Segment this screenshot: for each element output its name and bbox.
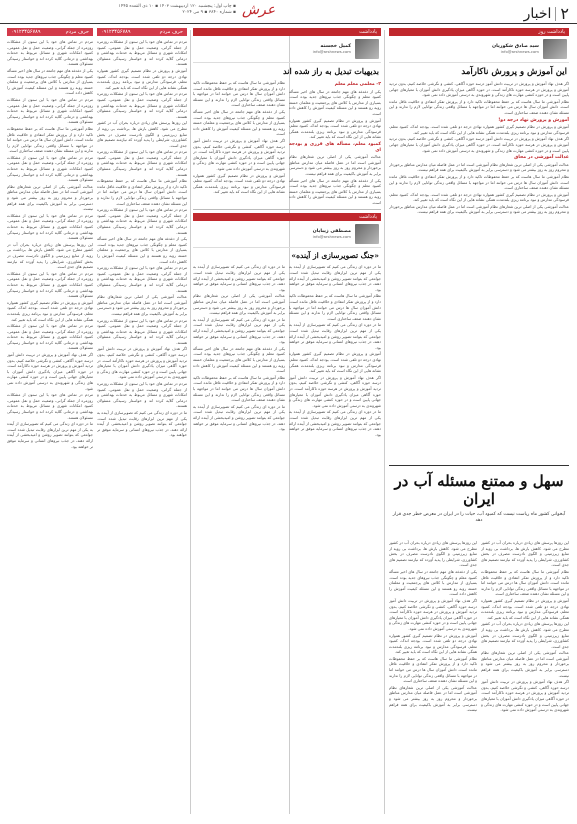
paragraph: نظام آموزشی ما سال هاست که بر حفظ محفوظات تاکید دارد و از پرورش تفکر انتقادی و خلاقیت غافل مانده است. دانش آموزان سال ها درس می خوانند اما در مواجهه با مسائل واقعی زندگی توانایی لازم را ندارند و این مسئله نشان دهنده ضعف ساختاری است. <box>193 374 285 403</box>
feature-headline: سهل و ممتنع مسئله آب در ایران <box>394 472 564 508</box>
paragraph: ما در دوره ای زندگی می کنیم که تصویرسازی از آینده به یکی از مهم ترین ابزارهای رقابت تبدیل شده است. جوامعی که بتوانند تصویر روشن و امیدبخشی از آینده ارائه دهند، در جذب نیروهای انسانی و سرمایه موفق تر خواهند بود. <box>97 410 187 438</box>
feature-headline-box <box>389 465 569 537</box>
article-headline: «جنگ تصویرسازی از آینده» <box>291 251 379 261</box>
paragraph: مردم در تماس های خود با این ستون از مشکلات روزمره از جمله گرانی، وضعیت حمل و نقل عمومی، کمبود امکانات شهری و مسائل مربوط به خدمات بهداشتی و درمانی گلایه کرده اند و خواستار رسیدگی مسئولان هستند. <box>97 39 187 67</box>
paragraph: نظام آموزشی ما سال هاست که بر حفظ محفوظات تاکید دارد و از پرورش تفکر انتقادی و خلاقیت غافل مانده است. دانش آموزان سال ها درس می خوانند اما در مواجهه با مسائل واقعی زندگی توانایی لازم را ندارند و این مسئله نشان دهنده ضعف ساختاری است. <box>389 655 477 684</box>
page-number: ۲ <box>560 4 569 23</box>
section-divider <box>193 209 381 210</box>
issue-line-1: ▪ چاپ اول: پنجشنبه ۱۲۰ اردیبهشت ۱۴۰۳ ▪ ۱۰ ذی القعده ۱۴۴۵ <box>118 4 236 9</box>
article-body <box>289 80 381 206</box>
author-box <box>193 36 381 63</box>
author-avatar <box>543 39 567 59</box>
feature-column-b <box>389 540 477 814</box>
author-name: کمیل خجسته <box>320 44 351 49</box>
article-body <box>193 80 285 206</box>
author-avatar <box>355 224 379 244</box>
paragraph: نظام آموزشی ما سال هاست که بر حفظ محفوظات تاکید دارد و از پرورش تفکر انتقادی و خلاقیت غافل مانده است. دانش آموزان سال ها درس می خوانند اما در مواجهه با مسائل واقعی زندگی توانایی لازم را ندارند و این مسئله نشان دهنده ضعف ساختاری است. <box>389 173 569 191</box>
paragraph: عدالت آموزشی یکی از اصلی ترین شعارهای نظام آموزشی است اما در عمل فاصله میان مدارس مناطق برخوردار و محروم روز به روز بیشتر می شود و دسترسی برابر به آموزش باکیفیت برای همه فراهم نیست. <box>97 294 187 316</box>
paragraph: ما در دوره ای زندگی می کنیم که تصویرسازی از آینده به یکی از مهم ترین ابزارهای رقابت تبدیل شده است. جوامعی که بتوانند تصویر روشن و امیدبخشی از آینده ارائه دهند، در جذب نیروهای انسانی و سرمایه موفق تر خواهند بود. <box>289 322 381 350</box>
paragraph: اگر هدف نهاد آموزش و پرورش در تربیت دانش آموز درسه حوزه آگاهی، کنشی و نگرشی خلاصه کنیم، بدون تردید آموزش و پرورش در هرسه حوزه ناکارآمد است. در حوزه آگاهی میزان یادگیری دانش آموزان با معیارهای جهانی پایین است و در حوزه کنشی مهارت های زندگی و شهروندی به درستی آموزش داده نمی شود. <box>481 679 569 713</box>
article-subhead: کمبود معلم، مسأله های فرزی و بودجه ای <box>289 141 381 153</box>
section-name: اخبار <box>523 5 552 22</box>
article-headline: بدیهیات تبدیل به راز شده اند <box>283 66 379 76</box>
paragraph: نظام آموزشی ما سال هاست که بر حفظ محفوظات تاکید دارد و از پرورش تفکر انتقادی و خلاقیت غافل مانده است. دانش آموزان سال ها درس می خوانند اما در مواجهه با مسائل واقعی زندگی توانایی لازم را ندارند و این مسئله نشان دهنده ضعف ساختاری است. <box>289 293 381 321</box>
paragraph: آموزش و پرورش در نظام تصمیم گیری کشور همواره نهادی درجه دو تلقی شده است. بودجه اندک، کمبود معلم، فرسودگی مدارس و نبود برنامه ریزی بلندمدت همگی نشانه هایی از این نگاه است که باید تغییر کند. <box>389 632 477 655</box>
paragraph: یکی از دغدغه های مهم جامعه در سال های اخیر مسأله کمبود معلم و چگونگی جذب نیروهای جدید بوده است. بسیاری از مدارس با کلاس های پرجمعیت و معلمان خسته روبه رو هستند و این مسئله کیفیت آموزش را کاهش داده است. <box>97 236 187 264</box>
author-email: info@arshnews.com <box>312 49 351 54</box>
masthead <box>0 0 577 24</box>
paragraph: آموزش و پرورش در نظام تصمیم گیری کشور همواره نهادی درجه دو تلقی شده است. بودجه اندک، کمبود معلم، فرسودگی مدارس و نبود برنامه ریزی بلندمدت همگی نشانه هایی از این نگاه است که باید تغییر کند. <box>193 172 285 195</box>
paragraph: ما در دوره ای زندگی می کنیم که تصویرسازی از آینده به یکی از مهم ترین ابزارهای رقابت تبدیل شده است. جوامعی که بتوانند تصویر روشن و امیدبخشی از آینده ارائه دهند، در جذب نیروهای انسانی و سرمایه موفق تر خواهند بود. <box>193 403 285 432</box>
author-avatar <box>355 39 379 59</box>
paragraph: مردم در تماس های خود با این ستون از مشکلات روزمره از جمله گرانی، وضعیت حمل و نقل عمومی، کمبود امکانات شهری و مسائل مربوط به خدمات بهداشتی و درمانی گلایه کرده اند و خواستار رسیدگی مسئولان هستند. <box>7 323 93 351</box>
column-left <box>7 28 93 814</box>
paragraph: آموزش و پرورش در نظام تصمیم گیری کشور همواره نهادی درجه دو تلقی شده است. بودجه اندک، کمبود معلم، فرسودگی مدارس و نبود برنامه ریزی بلندمدت همگی نشانه هایی از این نگاه است که باید تغییر کند. <box>97 67 187 90</box>
paragraph: مردم در تماس های خود با این ستون از مشکلات روزمره از جمله گرانی، وضعیت حمل و نقل عمومی، کمبود امکانات شهری و مسائل مربوط به خدمات بهداشتی و درمانی گلایه کرده اند و خواستار رسیدگی مسئولان هستند. <box>97 381 187 409</box>
section-title <box>524 4 569 23</box>
paragraph: مردم در تماس های خود با این ستون از مشکلات روزمره از جمله گرانی، وضعیت حمل و نقل عمومی، کمبود امکانات شهری و مسائل مربوط به خدمات بهداشتی و درمانی گلایه کرده اند و خواستار رسیدگی مسئولان هستند. <box>7 270 93 299</box>
author-box <box>389 36 569 63</box>
paragraph: نظام آموزشی ما سال هاست که بر حفظ محفوظات تاکید دارد و از پرورش تفکر انتقادی و خلاقیت غافل مانده است. دانش آموزان سال ها درس می خوانند اما در مواجهه با مسائل واقعی زندگی توانایی لازم را ندارند و این مسئله نشان دهنده ضعف ساختاری است. <box>193 80 285 108</box>
article-body <box>7 39 93 449</box>
paragraph: یکی از دغدغه های مهم جامعه در سال های اخیر مسأله کمبود معلم و چگونگی جذب نیروهای جدید بوده است. بسیاری از مدارس با کلاس های پرجمعیت و معلمان خسته روبه رو هستند و این مسئله کیفیت آموزش را کاهش داده است. <box>7 67 93 96</box>
paragraph: آموزش و پرورش در نظام تصمیم گیری کشور همواره نهادی درجه دو تلقی شده است. بودجه اندک، کمبود معلم، فرسودگی مدارس و نبود برنامه ریزی بلندمدت همگی نشانه هایی از این نگاه است که باید تغییر کند. <box>389 191 569 203</box>
paragraph: آموزش و پرورش در نظام تصمیم گیری کشور همواره نهادی درجه دو تلقی شده است. بودجه اندک، کمبود معلم، فرسودگی مدارس و نبود برنامه ریزی بلندمدت همگی نشانه هایی از این نگاه است که باید تغییر کند. <box>289 351 381 374</box>
paragraph: ما در دوره ای زندگی می کنیم که تصویرسازی از آینده به یکی از مهم ترین ابزارهای رقابت تبدیل شده است. جوامعی که بتوانند تصویر روشن و امیدبخشی از آینده ارائه دهند، در جذب نیروهای انسانی و سرمایه موفق تر خواهند بود. <box>289 264 381 292</box>
column-header-label: یادداشت روز <box>538 29 565 35</box>
column-divider <box>190 30 191 814</box>
paragraph: نظام آموزشی ما سال هاست که بر حفظ محفوظات تاکید دارد و از پرورش تفکر انتقادی و خلاقیت غافل مانده است. دانش آموزان سال ها درس می خوانند اما در مواجهه با مسائل واقعی زندگی توانایی لازم را ندارند و این مسئله نشان دهنده ضعف ساختاری است. <box>481 568 569 597</box>
article-body <box>389 540 477 713</box>
paragraph: آموزش و پرورش در نظام تصمیم گیری کشور همواره نهادی درجه دو تلقی شده است. بودجه اندک، کمبود معلم، فرسودگی مدارس و نبود برنامه ریزی بلندمدت همگی نشانه هایی از این نگاه است که باید تغییر کند. <box>481 597 569 620</box>
article-body <box>289 264 381 438</box>
newspaper-logo: عرش <box>242 2 276 18</box>
paragraph: آموزش و پرورش در نظام تصمیم گیری کشور همواره نهادی درجه دو تلقی شده است. بودجه اندک، کمبود معلم، فرسودگی مدارس و نبود برنامه ریزی بلندمدت همگی نشانه هایی از این نگاه است که باید تغییر کند. <box>289 117 381 140</box>
paragraph: ما در دوره ای زندگی می کنیم که تصویرسازی از آینده به یکی از مهم ترین ابزارهای رقابت تبدیل شده است. جوامعی که بتوانند تصویر روشن و امیدبخشی از آینده ارائه دهند، در جذب نیروهای انسانی و سرمایه موفق تر خواهند بود. <box>289 409 381 437</box>
column-header-label: حرف مردم <box>65 29 89 35</box>
column-header <box>7 28 93 36</box>
paragraph: آموزش و پرورش در نظام تصمیم گیری کشور همواره نهادی درجه دو تلقی شده است. بودجه اندک، کمبود معلم، فرسودگی مدارس و نبود برنامه ریزی بلندمدت همگی نشانه هایی از این نگاه است که باید تغییر کند. <box>389 124 569 135</box>
paragraph: اگر هدف نهاد آموزش و پرورش در تربیت دانش آموز درسه حوزه آگاهی، کنشی و نگرشی خلاصه کنیم، بدون تردید آموزش و پرورش در هرسه حوزه ناکارآمد است. در حوزه آگاهی میزان یادگیری دانش آموزان با معیارهای جهانی پایین است و در حوزه کنشی مهارت های زندگی و شهروندی به درستی آموزش داده نمی شود. <box>389 136 569 153</box>
paragraph: یکی از دغدغه های مهم جامعه در سال های اخیر مسأله کمبود معلم و چگونگی جذب نیروهای جدید بوده است. بسیاری از مدارس با کلاس های پرجمعیت و معلمان خسته روبه رو هستند و این مسئله کیفیت آموزش را کاهش داده است. <box>193 345 285 374</box>
paragraph: این روزها پرسش های زیادی درباره بحران آب در کشور مطرح می شود. کاهش بارش ها، برداشت بی رویه از منابع زیرزمینی و الگوی نادرست مصرف در بخش کشاورزی، شرایطی را پدید آورده که نیازمند تصمیم های جدی است. <box>481 621 569 649</box>
paragraph: عدالت آموزشی یکی از اصلی ترین شعارهای نظام آموزشی است اما در عمل فاصله میان مدارس مناطق برخوردار و محروم روز به روز بیشتر می شود و دسترسی برابر به آموزش باکیفیت برای همه فراهم نیست. <box>481 650 569 678</box>
column-divider <box>384 30 385 814</box>
column-header-code: ۰۹۱۲۳۴۵۶۷۸۹ <box>11 29 41 35</box>
paragraph: ما در دوره ای زندگی می کنیم که تصویرسازی از آینده به یکی از مهم ترین ابزارهای رقابت تبدیل شده است. جوامعی که بتوانند تصویر روشن و امیدبخشی از آینده ارائه دهند، در جذب نیروهای انسانی و سرمایه موفق تر خواهند بود. <box>7 421 93 449</box>
column-mid-right <box>193 28 381 814</box>
paragraph: اگر هدف نهاد آموزش و پرورش در تربیت دانش آموز درسه حوزه آگاهی، کنشی و نگرشی خلاصه کنیم، بدون تردید آموزش و پرورش در هرسه حوزه ناکارآمد است. در حوزه آگاهی میزان یادگیری دانش آموزان با معیارهای جهانی پایین است و در حوزه کنشی مهارت های زندگی و شهروندی به درستی آموزش داده نمی شود. <box>389 81 569 98</box>
article-columns <box>193 80 381 206</box>
author-box <box>193 221 381 248</box>
issue-line-2: ▪ شماره ۳۸۴۰ ▪ ۹ می ۲۰۲۴ <box>182 9 236 15</box>
author-name: مصطفی زیبایان <box>312 229 351 235</box>
paragraph: نظام آموزشی ما سال هاست که بر حفظ محفوظات تاکید دارد و از پرورش تفکر انتقادی و خلاقیت غافل مانده است. دانش آموزان سال ها درس می خوانند اما در مواجهه با مسائل واقعی زندگی توانایی لازم را ندارند و این مسئله نشان دهنده ضعف ساختاری است. <box>7 125 93 154</box>
column-mid-left <box>97 28 187 814</box>
issue-info <box>8 4 236 15</box>
column-header-label: یادداشت <box>359 214 377 221</box>
paragraph: یکی از دغدغه های مهم جامعه در سال های اخیر مسأله کمبود معلم و چگونگی جذب نیروهای جدید بوده است. بسیاری از مدارس با کلاس های پرجمعیت و معلمان خسته روبه رو هستند و این مسئله کیفیت آموزش را کاهش داده است. <box>193 108 285 137</box>
title-divider <box>555 7 556 21</box>
paragraph: اگر هدف نهاد آموزش و پرورش در تربیت دانش آموز درسه حوزه آگاهی، کنشی و نگرشی خلاصه کنیم، بدون تردید آموزش و پرورش در هرسه حوزه ناکارآمد است. در حوزه آگاهی میزان یادگیری دانش آموزان با معیارهای جهانی پایین است و در حوزه کنشی مهارت های زندگی و شهروندی به درستی آموزش داده نمی شود. <box>389 597 477 631</box>
paragraph: آموزش و پرورش در نظام تصمیم گیری کشور همواره نهادی درجه دو تلقی شده است. بودجه اندک، کمبود معلم، فرسودگی مدارس و نبود برنامه ریزی بلندمدت همگی نشانه هایی از این نگاه است که باید تغییر کند. <box>7 299 93 322</box>
author-email: info@arshnews.com <box>312 234 351 240</box>
article-subhead: ۲- معلمی معلم معلم <box>334 82 381 87</box>
feature-subheadline: آبخوانی کشور ماه ریاست نیست که کمبود آب، حیات را در ایران در معرض خطر جدی قرار دهد <box>392 512 566 523</box>
column-header <box>193 213 381 221</box>
article-columns <box>193 264 381 438</box>
paragraph: نظام آموزشی ما سال هاست که بر حفظ محفوظات تاکید دارد و از پرورش تفکر انتقادی و خلاقیت غافل مانده است. دانش آموزان سال ها درس می خوانند اما در مواجهه با مسائل واقعی زندگی توانایی لازم را ندارند و این مسئله نشان دهنده ضعف ساختاری است. <box>389 98 569 115</box>
paragraph: ما در دوره ای زندگی می کنیم که تصویرسازی از آینده به یکی از مهم ترین ابزارهای رقابت تبدیل شده است. جوامعی که بتوانند تصویر روشن و امیدبخشی از آینده ارائه دهند، در جذب نیروهای انسانی و سرمایه موفق تر خواهند بود. <box>193 316 285 345</box>
paragraph: این روزها پرسش های زیادی درباره بحران آب در کشور مطرح می شود. کاهش بارش ها، برداشت بی رویه از منابع زیرزمینی و الگوی نادرست مصرف در بخش کشاورزی، شرایطی را پدید آورده که نیازمند تصمیم های جدی است. <box>7 241 93 270</box>
paragraph: اگر هدف نهاد آموزش و پرورش در تربیت دانش آموز درسه حوزه آگاهی، کنشی و نگرشی خلاصه کنیم، بدون تردید آموزش و پرورش در هرسه حوزه ناکارآمد است. در حوزه آگاهی میزان یادگیری دانش آموزان با معیارهای جهانی پایین است و در حوزه کنشی مهارت های زندگی و شهروندی به درستی آموزش داده نمی شود. <box>7 352 93 391</box>
column-header <box>97 28 187 36</box>
article-subhead: آموزش و پرورش نهاد درجه دو! <box>498 117 569 123</box>
paragraph: مردم در تماس های خود با این ستون از مشکلات روزمره از جمله گرانی، وضعیت حمل و نقل عمومی، کمبود امکانات شهری و مسائل مربوط به خدمات بهداشتی و درمانی گلایه کرده اند و خواستار رسیدگی مسئولان هستند. <box>97 317 187 345</box>
paragraph: نظام آموزشی ما سال هاست که بر حفظ محفوظات تاکید دارد و از پرورش تفکر انتقادی و خلاقیت غافل مانده است. دانش آموزان سال ها درس می خوانند اما در مواجهه با مسائل واقعی زندگی توانایی لازم را ندارند و این مسئله نشان دهنده ضعف ساختاری است. <box>97 178 187 206</box>
paragraph: مردم در تماس های خود با این ستون از مشکلات روزمره از جمله گرانی، وضعیت حمل و نقل عمومی، کمبود امکانات شهری و مسائل مربوط به خدمات بهداشتی و درمانی گلایه کرده اند و خواستار رسیدگی مسئولان هستند. <box>97 207 187 235</box>
paragraph: عدالت آموزشی یکی از اصلی ترین شعارهای نظام آموزشی است اما در عمل فاصله میان مدارس مناطق برخوردار و محروم روز به روز بیشتر می شود و دسترسی برابر به آموزش باکیفیت برای همه فراهم نیست. <box>289 154 381 176</box>
paragraph: مردم در تماس های خود با این ستون از مشکلات روزمره از جمله گرانی، وضعیت حمل و نقل عمومی، کمبود امکانات شهری و مسائل مربوط به خدمات بهداشتی و درمانی گلایه کرده اند و خواستار رسیدگی مسئولان هستند. <box>7 154 93 183</box>
paragraph: این روزها پرسش های زیادی درباره بحران آب در کشور مطرح می شود. کاهش بارش ها، برداشت بی رویه از منابع زیرزمینی و الگوی نادرست مصرف در بخش کشاورزی، شرایطی را پدید آورده که نیازمند تصمیم های جدی است. <box>97 120 187 148</box>
paragraph: عدالت آموزشی یکی از اصلی ترین شعارهای نظام آموزشی است اما در عمل فاصله میان مدارس مناطق برخوردار و محروم روز به روز بیشتر می شود و دسترسی برابر به آموزش باکیفیت برای همه فراهم نیست. <box>193 293 285 316</box>
feature-column-a <box>481 540 569 814</box>
paragraph: مردم در تماس های خود با این ستون از مشکلات روزمره از جمله گرانی، وضعیت حمل و نقل عمومی، کمبود امکانات شهری و مسائل مربوط به خدمات بهداشتی و درمانی گلایه کرده اند و خواستار رسیدگی مسئولان هستند. <box>97 265 187 293</box>
column-header-code: ۰۹۱۲۳۴۵۶۷۸۹ <box>101 29 131 35</box>
column-header-label: یادداشت <box>359 29 377 35</box>
article-body <box>97 39 187 438</box>
paragraph: این روزها پرسش های زیادی درباره بحران آب در کشور مطرح می شود. کاهش بارش ها، برداشت بی رویه از منابع زیرزمینی و الگوی نادرست مصرف در بخش کشاورزی، شرایطی را پدید آورده که نیازمند تصمیم های جدی است. <box>389 540 477 568</box>
paragraph: این روزها پرسش های زیادی درباره بحران آب در کشور مطرح می شود. کاهش بارش ها، برداشت بی رویه از منابع زیرزمینی و الگوی نادرست مصرف در بخش کشاورزی، شرایطی را پدید آورده که نیازمند تصمیم های جدی است. <box>481 540 569 568</box>
author-name: سید صادق شکوریان <box>492 44 539 49</box>
paragraph: یکی از دغدغه های مهم جامعه در سال های اخیر مسأله کمبود معلم و چگونگی جذب نیروهای جدید بوده است. بسیاری از مدارس با کلاس های پرجمعیت و معلمان خسته روبه رو هستند و این مسئله کیفیت آموزش را کاهش داده است. <box>289 88 381 116</box>
column-header <box>389 28 569 36</box>
paragraph: ما در دوره ای زندگی می کنیم که تصویرسازی از آینده به یکی از مهم ترین ابزارهای رقابت تبدیل شده است. جوامعی که بتوانند تصویر روشن و امیدبخشی از آینده ارائه دهند، در جذب نیروهای انسانی و سرمایه موفق تر خواهند بود. <box>193 264 285 292</box>
article-headline: این آموزش و پرورش ناکارآمد <box>461 67 567 77</box>
paragraph: مردم در تماس های خود با این ستون از مشکلات روزمره از جمله گرانی، وضعیت حمل و نقل عمومی، کمبود امکانات شهری و مسائل مربوط به خدمات بهداشتی و درمانی گلایه کرده اند و خواستار رسیدگی مسئولان هستند. <box>97 149 187 177</box>
column-header-label: حرف مردم <box>159 29 183 35</box>
paragraph: اگر هدف نهاد آموزش و پرورش در تربیت دانش آموز درسه حوزه آگاهی، کنشی و نگرشی خلاصه کنیم، بدون تردید آموزش و پرورش در هرسه حوزه ناکارآمد است. در حوزه آگاهی میزان یادگیری دانش آموزان با معیارهای جهانی پایین است و در حوزه کنشی مهارت های زندگی و شهروندی به درستی آموزش داده نمی شود. <box>97 346 187 380</box>
paragraph: عدالت آموزشی یکی از اصلی ترین شعارهای نظام آموزشی است اما در عمل فاصله میان مدارس مناطق برخوردار و محروم روز به روز بیشتر می شود و دسترسی برابر به آموزش باکیفیت برای همه فراهم نیست. <box>389 203 569 215</box>
article-body <box>481 540 569 713</box>
paragraph: اگر هدف نهاد آموزش و پرورش در تربیت دانش آموز درسه حوزه آگاهی، کنشی و نگرشی خلاصه کنیم، بدون تردید آموزش و پرورش در هرسه حوزه ناکارآمد است. در حوزه آگاهی میزان یادگیری دانش آموزان با معیارهای جهانی پایین است و در حوزه کنشی مهارت های زندگی و شهروندی به درستی آموزش داده نمی شود. <box>193 137 285 171</box>
author-email: info@arshnews.com <box>500 49 539 54</box>
article-body <box>389 81 569 215</box>
paragraph: مردم در تماس های خود با این ستون از مشکلات روزمره از جمله گرانی، وضعیت حمل و نقل عمومی، کمبود امکانات شهری و مسائل مربوط به خدمات بهداشتی و درمانی گلایه کرده اند و خواستار رسیدگی مسئولان هستند. <box>7 39 93 67</box>
paragraph: مردم در تماس های خود با این ستون از مشکلات روزمره از جمله گرانی، وضعیت حمل و نقل عمومی، کمبود امکانات شهری و مسائل مربوط به خدمات بهداشتی و درمانی گلایه کرده اند و خواستار رسیدگی مسئولان هستند. <box>7 212 93 241</box>
column-right <box>389 28 569 464</box>
paragraph: یکی از دغدغه های مهم جامعه در سال های اخیر مسأله کمبود معلم و چگونگی جذب نیروهای جدید بوده است. بسیاری از مدارس با کلاس های پرجمعیت و معلمان خسته روبه رو هستند و این مسئله کیفیت آموزش را کاهش داده است. <box>389 568 477 597</box>
paragraph: عدالت آموزشی یکی از اصلی ترین شعارهای نظام آموزشی است اما در عمل فاصله میان مدارس مناطق برخوردار و محروم روز به روز بیشتر می شود و دسترسی برابر به آموزش باکیفیت برای همه فراهم نیست. <box>389 161 569 173</box>
paragraph: عدالت آموزشی یکی از اصلی ترین شعارهای نظام آموزشی است اما در عمل فاصله میان مدارس مناطق برخوردار و محروم روز به روز بیشتر می شود و دسترسی برابر به آموزش باکیفیت برای همه فراهم نیست. <box>389 684 477 713</box>
column-header <box>193 28 381 36</box>
paragraph: مردم در تماس های خود با این ستون از مشکلات روزمره از جمله گرانی، وضعیت حمل و نقل عمومی، کمبود امکانات شهری و مسائل مربوط به خدمات بهداشتی و درمانی گلایه کرده اند و خواستار رسیدگی مسئولان هستند. <box>97 91 187 119</box>
paragraph: عدالت آموزشی یکی از اصلی ترین شعارهای نظام آموزشی است اما در عمل فاصله میان مدارس مناطق برخوردار و محروم روز به روز بیشتر می شود و دسترسی برابر به آموزش باکیفیت برای همه فراهم نیست. <box>7 183 93 212</box>
paragraph: مردم در تماس های خود با این ستون از مشکلات روزمره از جمله گرانی، وضعیت حمل و نقل عمومی، کمبود امکانات شهری و مسائل مربوط به خدمات بهداشتی و درمانی گلایه کرده اند و خواستار رسیدگی مسئولان هستند. <box>7 96 93 125</box>
article-subhead: عدالت آموزشی در محاق <box>514 155 569 161</box>
paragraph: مردم در تماس های خود با این ستون از مشکلات روزمره از جمله گرانی، وضعیت حمل و نقل عمومی، کمبود امکانات شهری و مسائل مربوط به خدمات بهداشتی و درمانی گلایه کرده اند و خواستار رسیدگی مسئولان هستند. <box>7 392 93 420</box>
article-body <box>193 264 285 438</box>
paragraph: اگر هدف نهاد آموزش و پرورش در تربیت دانش آموز درسه حوزه آگاهی، کنشی و نگرشی خلاصه کنیم، بدون تردید آموزش و پرورش در هرسه حوزه ناکارآمد است. در حوزه آگاهی میزان یادگیری دانش آموزان با معیارهای جهانی پایین است و در حوزه کنشی مهارت های زندگی و شهروندی به درستی آموزش داده نمی شود. <box>289 374 381 408</box>
paragraph: یکی از دغدغه های مهم جامعه در سال های اخیر مسأله کمبود معلم و چگونگی جذب نیروهای جدید بوده است. بسیاری از مدارس با کلاس های پرجمعیت و معلمان خسته روبه رو هستند و این مسئله کیفیت آموزش را کاهش داده است. <box>289 177 381 205</box>
